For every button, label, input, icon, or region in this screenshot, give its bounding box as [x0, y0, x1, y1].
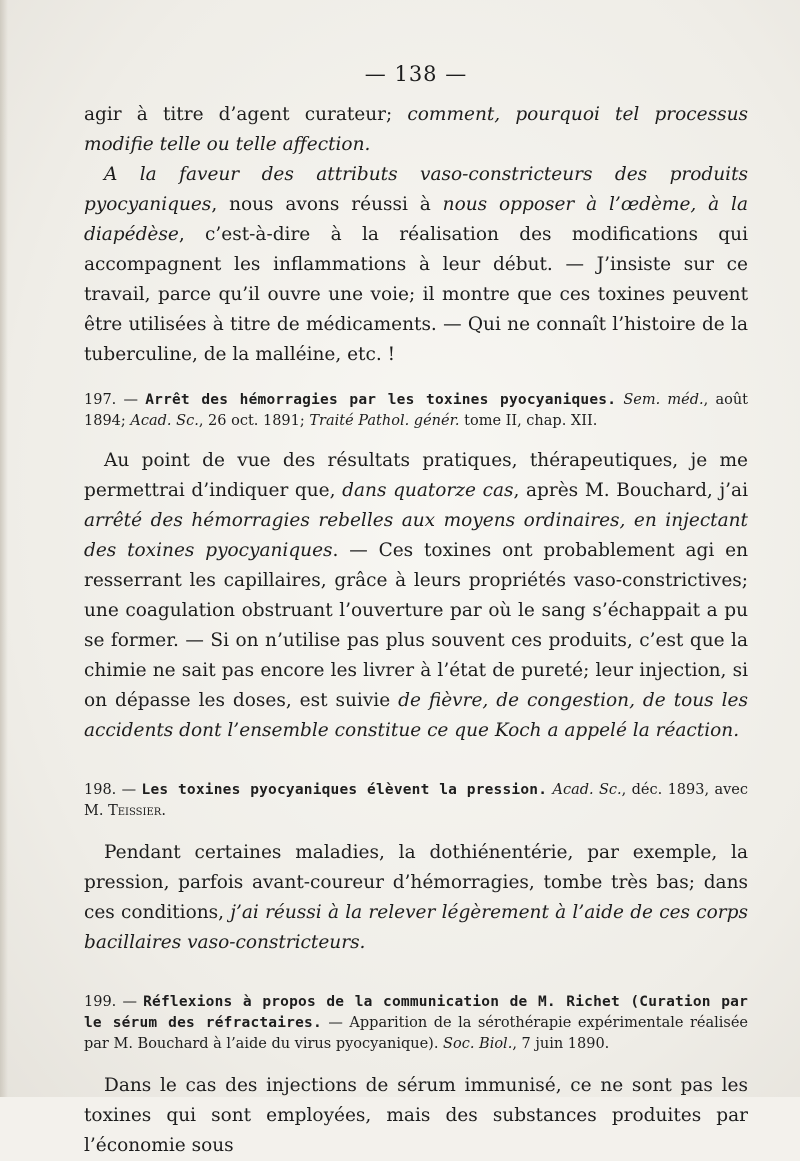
body-text: . — Ces toxines ont probablement agi en resserrant les capillaires, grâce à leurs propriétés vaso-constrictives; une coagulation obstruant l’ouverture par où le sang s’échappait a pu se former. — Si on n’utilise pas plus souvent ces produits, c’est que la chimie ne sait pas encore les livrer à l’état de pureté; leur injection, si on dépasse les doses, est suivie	[84, 540, 748, 711]
entry-title: Les toxines pyocyaniques élèvent la pression.	[141, 782, 548, 798]
spacer	[84, 958, 748, 992]
body-text: Dans le cas des injections de sérum immunisé, ce ne sont pas les toxines qui sont employées, mais des substances produites par l’économie sous	[84, 1075, 748, 1156]
intro-emphasis: nous opposer à l’œdème, à la diapédèse	[84, 194, 748, 245]
intro-text: , c’est-à-dire à la réalisation des modifications qui accompagnent les inflammations à leur début. — J’insiste sur ce travail, parce qu’il ouvre une voie; il montre que ces toxines peuvent être utilisées à titre de médicaments. — Qui ne connaît l’histoire de la tuberculine, de la malléine, etc. !	[84, 224, 748, 365]
entry-dash: —	[116, 392, 146, 408]
entry-date: , déc. 1893, avec M.	[84, 782, 748, 819]
entry-end: .	[161, 803, 166, 819]
intro-emphasis: A la faveur des attributs vaso-constricteurs des produits pyocyaniques	[84, 164, 748, 215]
bibliography-entry-197	[84, 390, 748, 432]
paragraph-199	[84, 1071, 748, 1161]
entry-journal: Acad. Sc.	[547, 782, 622, 798]
spacer	[84, 370, 748, 390]
entry-journal: Sem. méd.	[616, 392, 704, 408]
entry-volume: tome II, chap. XII.	[459, 413, 598, 429]
entry-author: Teissier	[108, 803, 162, 819]
entry-description: — Apparition de la sérothérapie expérimentale réalisée par M. Bouchard à l’aide du virus pyocyanique).	[84, 1015, 748, 1052]
spacer	[84, 1055, 748, 1071]
intro-paragraph-2	[84, 160, 748, 370]
entry-dash: —	[116, 994, 144, 1010]
paragraph-198	[84, 838, 748, 958]
entry-journal: Acad. Sc.	[130, 413, 199, 429]
paragraph-197	[84, 446, 748, 746]
body-text: Pendant certaines maladies, la dothiénentérie, par exemple, la pression, parfois avant-coureur d’hémorragies, tombe très bas; dans ces conditions,	[84, 842, 748, 923]
spacer	[84, 822, 748, 838]
entry-date: , 7 juin 1890.	[512, 1036, 610, 1052]
bibliography-entry-199	[84, 992, 748, 1055]
entry-dash: —	[116, 782, 142, 798]
body-emphasis: dans quatorze cas	[342, 480, 514, 501]
spacer	[84, 432, 748, 446]
entry-date: , 26 oct. 1891;	[198, 413, 310, 429]
entry-journal: Traité Pathol. génér.	[309, 413, 460, 429]
entry-title: Arrêt des hémorragies par les toxines pyocyaniques.	[145, 392, 617, 408]
spacer	[84, 746, 748, 780]
entry-title: Réflexions à propos de la communication de M. Richet (Curation par le sérum des réfractaires.	[84, 994, 748, 1031]
entry-number: 198.	[84, 782, 117, 798]
intro-emphasis: comment, pourquoi tel processus modifie telle ou telle affection.	[84, 104, 748, 155]
intro-text: , nous avons réussi à	[211, 194, 443, 215]
bibliography-entry-198	[84, 780, 748, 822]
intro-paragraph-1	[84, 100, 748, 160]
entry-number: 197.	[84, 392, 117, 408]
body-emphasis: arrêté des hémorragies rebelles aux moyens ordinaires, en injectant des toxines pyocyaniques	[84, 510, 748, 561]
entry-number: 199.	[84, 994, 117, 1010]
body-text: , après M. Bouchard, j’ai	[513, 480, 749, 501]
binding-gutter	[0, 0, 8, 1097]
body-emphasis: de fièvre, de congestion, de tous les accidents dont l’ensemble constitue ce que Koch a appelé la réaction.	[84, 690, 748, 741]
body-emphasis: j’ai réussi à la relever légèrement à l’aide de ces corps bacillaires vaso-constricteurs.	[84, 902, 748, 953]
page-content	[84, 62, 748, 1161]
page-number: — 138 —	[364, 62, 468, 86]
intro-text: agir à titre d’agent curateur;	[84, 104, 408, 125]
entry-journal: Soc. Biol.	[443, 1036, 513, 1052]
body-text: Au point de vue des résultats pratiques, thérapeutiques, je me permettrai d’indiquer que,	[84, 450, 748, 501]
entry-date: , août 1894;	[84, 392, 749, 429]
